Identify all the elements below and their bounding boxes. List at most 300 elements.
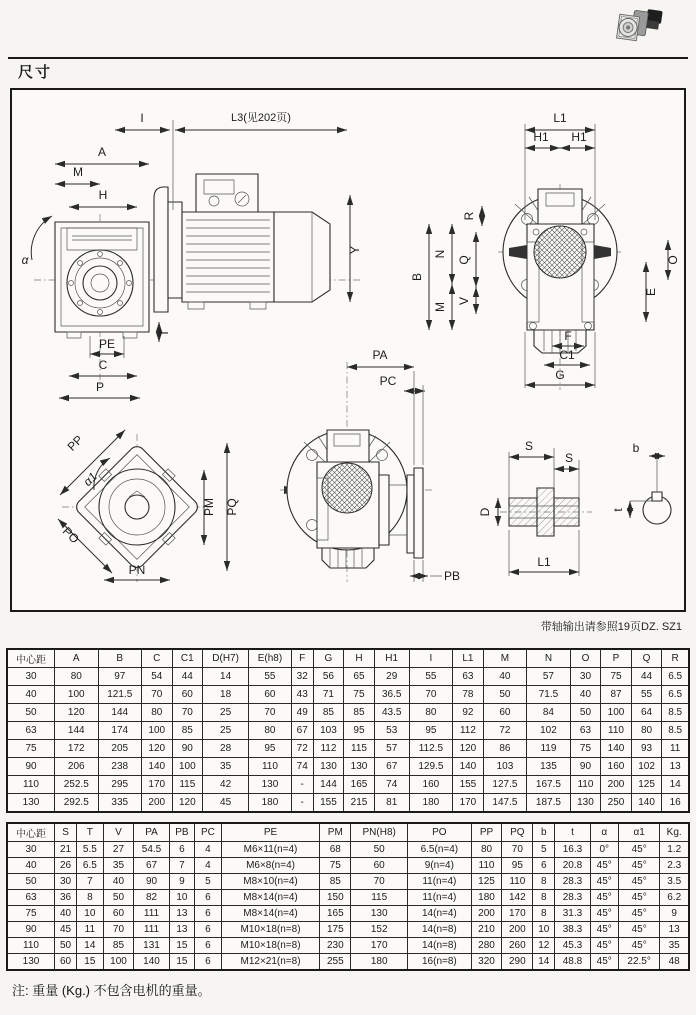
table-cell: 45° [618, 922, 659, 938]
table-cell: 14(n=4) [408, 906, 471, 922]
table-cell: 102 [527, 722, 571, 740]
table-cell: M12×21(n=8) [221, 954, 320, 970]
column-header: C1 [172, 649, 203, 668]
table-cell: 6 [195, 954, 221, 970]
header-row [7, 649, 689, 668]
table-cell: M8×10(n=4) [221, 874, 320, 890]
table-row [7, 686, 689, 704]
table-cell: 14 [77, 938, 103, 954]
column-header: F [291, 649, 313, 668]
table-cell: 130 [313, 758, 344, 776]
table-cell: 75 [320, 858, 351, 874]
table-row [7, 722, 689, 740]
table-cell: 290 [502, 954, 533, 970]
gearmotor-logo-graphic [612, 4, 666, 54]
table-cell: 70 [502, 842, 533, 858]
table-cell: 44 [172, 668, 203, 686]
column-header: t [555, 823, 590, 842]
table-cell: 56 [313, 668, 344, 686]
table-row [7, 858, 689, 874]
table-cell: 170 [502, 906, 533, 922]
shaft-output-note: 带轴输出请参照19页DZ. SZ1 [540, 621, 682, 633]
table-cell: 67 [134, 858, 169, 874]
table-cell: 48.8 [555, 954, 590, 970]
table-cell: 206 [55, 758, 99, 776]
table-cell: 10 [77, 906, 103, 922]
dim-label-pp: PP [64, 432, 86, 454]
column-header: P [601, 649, 632, 668]
table-row [7, 954, 689, 970]
table-cell: 6 [195, 938, 221, 954]
table-cell: 152 [351, 922, 408, 938]
table-cell: 155 [313, 794, 344, 812]
table-cell: 71 [313, 686, 344, 704]
table-cell: 112 [313, 740, 344, 758]
table-cell: 50 [7, 874, 55, 890]
table-cell: 15 [169, 954, 195, 970]
table-cell: 55 [631, 686, 662, 704]
table-cell: 85 [344, 704, 375, 722]
dim-label-e: E [644, 287, 658, 297]
table-cell: 93 [631, 740, 662, 758]
table-cell: 230 [320, 938, 351, 954]
table-cell: 112 [453, 722, 484, 740]
table-cell: 40 [103, 874, 134, 890]
dim-label-m2: M [433, 302, 447, 312]
table-cell: 120 [142, 740, 173, 758]
table-cell: 125 [631, 776, 662, 794]
table-cell: 140 [453, 758, 484, 776]
table-cell: 71.5 [527, 686, 571, 704]
table-cell: 60 [351, 858, 408, 874]
table-cell: 85 [172, 722, 203, 740]
table-cell: 130 [344, 758, 375, 776]
table-cell: 60 [103, 906, 134, 922]
table-cell: 30 [570, 668, 601, 686]
table-cell: 50 [570, 704, 601, 722]
table-cell: 7 [169, 858, 195, 874]
table-cell: 5 [195, 874, 221, 890]
dim-label-pn: PN [128, 563, 146, 577]
table-cell: 160 [409, 776, 453, 794]
column-header: PC [195, 823, 221, 842]
dim-label-h1: H1 [533, 130, 549, 144]
table-cell: 14 [203, 668, 249, 686]
table-cell: 174 [98, 722, 142, 740]
header-rule [8, 57, 688, 59]
column-header: G [313, 649, 344, 668]
column-header: C [142, 649, 173, 668]
table-row [7, 668, 689, 686]
table-cell: 45° [618, 906, 659, 922]
table-cell: 170 [351, 938, 408, 954]
dim-label-r: R [462, 211, 476, 221]
table-cell: 70 [351, 874, 408, 890]
table-cell: 6 [195, 922, 221, 938]
dim-label-f: F [564, 329, 572, 343]
table-cell: 45 [203, 794, 249, 812]
table-cell: 180 [351, 954, 408, 970]
column-header: PA [134, 823, 169, 842]
table-cell: 82 [134, 890, 169, 906]
table-cell: 103 [483, 758, 527, 776]
table-cell: 12 [533, 938, 555, 954]
table-cell: 14(n=8) [408, 922, 471, 938]
dim-label-pq: PQ [225, 498, 239, 516]
table-cell: 13 [169, 906, 195, 922]
table-cell: 6.2 [660, 890, 689, 906]
table-cell: 6.5 [77, 858, 103, 874]
table-row [7, 890, 689, 906]
table-cell: 22.5° [618, 954, 659, 970]
table-cell: - [291, 776, 313, 794]
table-cell: 74 [291, 758, 313, 776]
table-row [7, 758, 689, 776]
table-cell: 16(n=8) [408, 954, 471, 970]
table-cell: 111 [134, 922, 169, 938]
table-cell: 43 [291, 686, 313, 704]
table-cell: 75 [601, 668, 632, 686]
table-cell: 32 [291, 668, 313, 686]
table-cell: 8.5 [662, 704, 689, 722]
column-header: 中心距 [7, 649, 55, 668]
table-cell: 50 [55, 938, 77, 954]
table-cell: 8 [533, 890, 555, 906]
table-cell: 120 [172, 794, 203, 812]
column-header: Q [631, 649, 662, 668]
column-header: PM [320, 823, 351, 842]
view-front-flange [410, 111, 680, 390]
table-cell: 295 [98, 776, 142, 794]
dim-label-l1b: L1 [537, 555, 551, 569]
column-header: E(h8) [249, 649, 292, 668]
table-cell: 200 [502, 922, 533, 938]
table-cell: 320 [471, 954, 502, 970]
table-cell: 115 [351, 890, 408, 906]
table-cell: 54.5 [134, 842, 169, 858]
table-cell: 90 [134, 874, 169, 890]
table-cell: 45° [618, 938, 659, 954]
table-cell: 140 [142, 758, 173, 776]
table-cell: 335 [98, 794, 142, 812]
table-cell: 5 [533, 842, 555, 858]
table-cell: 6 [169, 842, 195, 858]
table-cell: 144 [98, 704, 142, 722]
table-cell: 167.5 [527, 776, 571, 794]
table-cell: 110 [601, 722, 632, 740]
table-cell: 84 [527, 704, 571, 722]
table-cell: 63 [570, 722, 601, 740]
dim-label-pb: PB [443, 569, 461, 583]
table-cell: 60 [172, 686, 203, 704]
column-header: B [98, 649, 142, 668]
table-cell: 40 [570, 686, 601, 704]
table-cell: 120 [55, 704, 99, 722]
table-row [7, 938, 689, 954]
table-cell: 13 [169, 922, 195, 938]
table-cell: 21 [55, 842, 77, 858]
table-cell: 49 [291, 704, 313, 722]
table-cell: 135 [527, 758, 571, 776]
table-cell: 142 [502, 890, 533, 906]
table-cell: 14(n=8) [408, 938, 471, 954]
table-cell: 90 [570, 758, 601, 776]
table-cell: 252.5 [55, 776, 99, 794]
table-cell: 80 [409, 704, 453, 722]
column-header: N [527, 649, 571, 668]
table-cell: 187.5 [527, 794, 571, 812]
column-header: H1 [374, 649, 409, 668]
table-cell: 6 [195, 890, 221, 906]
table-cell: 165 [344, 776, 375, 794]
table-cell: 45° [618, 858, 659, 874]
table-cell: 85 [320, 874, 351, 890]
table-cell: 5.5 [77, 842, 103, 858]
view-front-output [280, 348, 460, 583]
table-row [7, 776, 689, 794]
table-cell: 18 [203, 686, 249, 704]
table-cell: 155 [453, 776, 484, 794]
column-header: L1 [453, 649, 484, 668]
table-cell: 45° [590, 922, 618, 938]
column-header: PN(H8) [351, 823, 408, 842]
table-cell: 10 [169, 890, 195, 906]
table-cell: 45° [590, 874, 618, 890]
table-cell: 172 [55, 740, 99, 758]
table-cell: 140 [601, 740, 632, 758]
table-cell: 130 [249, 776, 292, 794]
table-cell: 85 [313, 704, 344, 722]
table-cell: 57 [527, 668, 571, 686]
table-cell: 1.2 [660, 842, 689, 858]
table-cell: 35 [203, 758, 249, 776]
table-cell: 78 [453, 686, 484, 704]
dim-label-alpha1: α1 [80, 469, 100, 489]
table-cell: 200 [471, 906, 502, 922]
technical-drawing-panel [10, 88, 686, 612]
table-cell: 11(n=4) [408, 890, 471, 906]
table-cell: 45° [618, 842, 659, 858]
table-cell: 65 [344, 668, 375, 686]
table-cell: 75 [7, 906, 55, 922]
table-cell: 50 [483, 686, 527, 704]
table-cell: 45° [590, 858, 618, 874]
dim-label-t: T [157, 329, 171, 337]
table-cell: 97 [98, 668, 142, 686]
dim-label-v: V [457, 296, 471, 306]
dim-label-h1b: H1 [571, 130, 587, 144]
table-cell: 9(n=4) [408, 858, 471, 874]
table-cell: 205 [98, 740, 142, 758]
table-cell: 160 [601, 758, 632, 776]
table-cell: 35 [103, 858, 134, 874]
table-cell: 120 [453, 740, 484, 758]
table-row [7, 794, 689, 812]
table-cell: 40 [7, 686, 55, 704]
table-cell: 13 [662, 758, 689, 776]
column-header: O [570, 649, 601, 668]
table-cell: 14 [662, 776, 689, 794]
dim-label-a: A [97, 145, 107, 159]
table-cell: M10×18(n=8) [221, 922, 320, 938]
dim-label-n: N [433, 249, 447, 259]
table-cell: 45° [590, 954, 618, 970]
dim-label-alpha: α [21, 253, 29, 267]
table-cell: 100 [103, 954, 134, 970]
dim-label-o: O [666, 255, 680, 265]
dimensions-table-1 [6, 648, 690, 813]
table-cell: 50 [7, 704, 55, 722]
table-cell: 57 [374, 740, 409, 758]
table-cell: 9 [660, 906, 689, 922]
table-cell: 63 [7, 722, 55, 740]
dim-label-pe: PE [98, 337, 116, 351]
table-cell: 80 [249, 722, 292, 740]
table-cell: 129.5 [409, 758, 453, 776]
table-cell: 45° [590, 906, 618, 922]
dim-label-p: P [95, 380, 105, 394]
table-cell: 8 [533, 874, 555, 890]
table-cell: 53 [374, 722, 409, 740]
table-cell: 8 [77, 890, 103, 906]
table-cell: 100 [172, 758, 203, 776]
table-cell: 140 [631, 794, 662, 812]
table-cell: 210 [471, 922, 502, 938]
table-cell: 70 [249, 704, 292, 722]
table-cell: 6 [533, 858, 555, 874]
table-cell: 2.3 [660, 858, 689, 874]
table-cell: 27 [103, 842, 134, 858]
table-row [7, 874, 689, 890]
table-cell: 70 [409, 686, 453, 704]
table-cell: 63 [453, 668, 484, 686]
dim-label-po: PO [59, 524, 82, 547]
dim-label-s2: S [564, 451, 574, 465]
table-cell: 70 [142, 686, 173, 704]
table-cell: 238 [98, 758, 142, 776]
table-cell: 72 [291, 740, 313, 758]
table-cell: 8 [533, 906, 555, 922]
table-cell: 45 [55, 922, 77, 938]
table-cell: M8×14(n=4) [221, 906, 320, 922]
dim-label-i: I [140, 111, 144, 125]
table-cell: 86 [483, 740, 527, 758]
table-cell: 215 [344, 794, 375, 812]
table-cell: 30 [55, 874, 77, 890]
table-cell: 45.3 [555, 938, 590, 954]
table-cell: 81 [374, 794, 409, 812]
table-cell: 180 [471, 890, 502, 906]
dim-label-g: G [555, 368, 565, 382]
dim-label-y: Y [348, 245, 362, 255]
table-cell: 80 [471, 842, 502, 858]
table-cell: 115 [344, 740, 375, 758]
table-cell: 70 [172, 704, 203, 722]
table-cell: 121.5 [98, 686, 142, 704]
table-cell: 55 [249, 668, 292, 686]
table-cell: 115 [172, 776, 203, 794]
column-header: D(H7) [203, 649, 249, 668]
table-row [7, 922, 689, 938]
column-header: V [103, 823, 134, 842]
table-cell: 110 [7, 776, 55, 794]
dim-label-d: D [478, 507, 492, 517]
table-cell: 4 [195, 842, 221, 858]
table-cell: 60 [55, 954, 77, 970]
table-cell: 87 [601, 686, 632, 704]
dim-label-b-key: b [632, 441, 640, 455]
table-cell: 85 [103, 938, 134, 954]
table-cell: 55 [409, 668, 453, 686]
table-cell: 31.3 [555, 906, 590, 922]
table-cell: 50 [103, 890, 134, 906]
column-header: 中心距 [7, 823, 55, 842]
table-cell: 0° [590, 842, 618, 858]
table-cell: 11(n=4) [408, 874, 471, 890]
table-cell: 45° [590, 938, 618, 954]
table-cell: 29 [374, 668, 409, 686]
table-cell: 112.5 [409, 740, 453, 758]
table-cell: 130 [351, 906, 408, 922]
table-cell: 130 [7, 954, 55, 970]
column-header: R [662, 649, 689, 668]
table-cell: 43.5 [374, 704, 409, 722]
table-cell: - [291, 794, 313, 812]
dimensions-table-2 [6, 822, 690, 971]
table-cell: 72 [483, 722, 527, 740]
dim-label-c1: C1 [559, 348, 575, 362]
table-cell: 11 [77, 922, 103, 938]
table-cell: 30 [7, 842, 55, 858]
table-cell: 180 [249, 794, 292, 812]
table-row [7, 740, 689, 758]
table-cell: 4 [195, 858, 221, 874]
dim-label-t-key: t [611, 508, 625, 512]
dim-label-l1: L1 [553, 111, 567, 125]
table-cell: 67 [374, 758, 409, 776]
table-cell: 16 [662, 794, 689, 812]
table-cell: 100 [601, 704, 632, 722]
dim-label-m: M [73, 165, 83, 179]
column-header: α1 [618, 823, 659, 842]
column-header: S [55, 823, 77, 842]
view-side-gearmotor [22, 111, 362, 398]
column-header: A [55, 649, 99, 668]
table-cell: 80 [142, 704, 173, 722]
table-cell: 42 [203, 776, 249, 794]
table-cell: 45° [618, 890, 659, 906]
table-cell: 180 [409, 794, 453, 812]
table-row [7, 906, 689, 922]
weight-note: 注: 重量 (Kg.) 不包含电机的重量。 [12, 983, 211, 998]
table-cell: 260 [502, 938, 533, 954]
table-cell: 200 [142, 794, 173, 812]
table-cell: 80 [55, 668, 99, 686]
table-cell: 165 [320, 906, 351, 922]
table-cell: 6.5 [662, 686, 689, 704]
table-cell: 130 [570, 794, 601, 812]
table-cell: 103 [313, 722, 344, 740]
table-cell: 15 [169, 938, 195, 954]
table-cell: 170 [142, 776, 173, 794]
table-cell: 63 [7, 890, 55, 906]
table-cell: 45° [618, 874, 659, 890]
table-cell: 95 [502, 858, 533, 874]
table-cell: 92 [453, 704, 484, 722]
table-cell: 125 [471, 874, 502, 890]
table-cell: 100 [55, 686, 99, 704]
table-cell: 20.8 [555, 858, 590, 874]
